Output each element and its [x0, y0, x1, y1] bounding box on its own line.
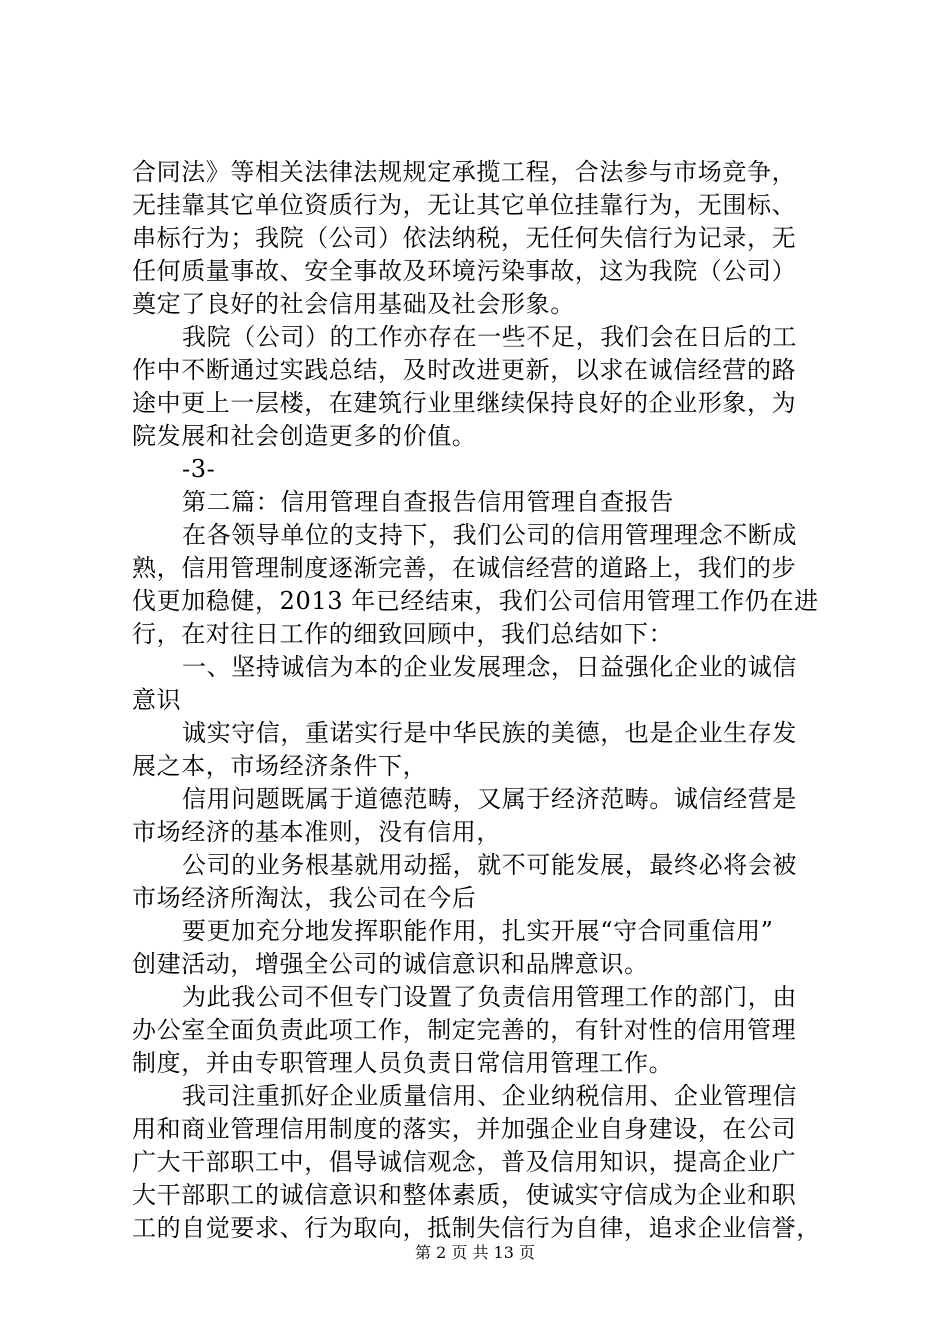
text-line: 市场经济的基本准则，没有信用， — [132, 818, 501, 846]
text-line: -3- — [182, 455, 216, 483]
text-line: 任何质量事故、安全事故及环境污染事故，这为我院（公司） — [132, 257, 797, 285]
text-line: 制度，并由专职管理人员负责日常信用管理工作。 — [132, 1049, 674, 1077]
text-line: 院发展和社会创造更多的价值。 — [132, 422, 477, 450]
page-footer: 第 2 页 共 13 页 — [415, 1243, 535, 1262]
text-line: 广大干部职工中，倡导诚信观念，普及信用知识，提高企业广 — [132, 1148, 797, 1176]
text-line: 意识 — [132, 686, 182, 714]
text-line: 大干部职工的诚信意识和整体素质，使诚实守信成为企业和职 — [132, 1181, 797, 1209]
text-line: 作中不断通过实践总结，及时改进更新，以求在诚信经营的路 — [132, 356, 797, 384]
text-line: 合同法》等相关法律法规规定承揽工程，合法参与市场竞争， — [132, 158, 797, 186]
text-line: 用和商业管理信用制度的落实，并加强企业自身建设，在公司 — [132, 1115, 797, 1143]
text-line: 公司的业务根基就用动摇，就不可能发展，最终必将会被 — [182, 851, 797, 879]
text-line: 市场经济所淘汰，我公司在今后 — [132, 884, 477, 912]
text-line: 行，在对往日工作的细致回顾中，我们总结如下： — [132, 620, 674, 648]
text-line: 我院（公司）的工作亦存在一些不足，我们会在日后的工 — [182, 323, 797, 351]
text-line: 展之本，市场经济条件下， — [132, 752, 428, 780]
text-line: 熟，信用管理制度逐渐完善，在诚信经营的道路上，我们的步 — [132, 554, 797, 582]
text-line: 诚实守信，重诺实行是中华民族的美德，也是企业生存发 — [182, 719, 797, 747]
text-line: 在各领导单位的支持下，我们公司的信用管理理念不断成 — [182, 521, 797, 549]
text-line: 办公室全面负责此项工作，制定完善的，有针对性的信用管理 — [132, 1016, 797, 1044]
text-line: 我司注重抓好企业质量信用、企业纳税信用、企业管理信 — [182, 1082, 797, 1110]
text-line: 奠定了良好的社会信用基础及社会形象。 — [132, 290, 575, 318]
text-line: 为此我公司不但专门设置了负责信用管理工作的部门，由 — [182, 983, 797, 1011]
text-line: 串标行为；我院（公司）依法纳税，无任何失信行为记录，无 — [132, 224, 797, 252]
text-line: 无挂靠其它单位资质行为，无让其它单位挂靠行为，无围标、 — [132, 191, 797, 219]
text-line: 要更加充分地发挥职能作用，扎实开展“守合同重信用” — [182, 917, 774, 945]
text-line: 第二篇：信用管理自查报告信用管理自查报告 — [182, 488, 674, 516]
text-line: 一、坚持诚信为本的企业发展理念，日益强化企业的诚信 — [182, 653, 797, 681]
text-line: 途中更上一层楼，在建筑行业里继续保持良好的企业形象，为 — [132, 389, 797, 417]
text-line: 信用问题既属于道德范畴，又属于经济范畴。诚信经营是 — [182, 785, 797, 813]
text-line: 工的自觉要求、行为取向，抵制失信行为自律，追求企业信誉， — [132, 1214, 821, 1242]
text-line: 伐更加稳健，2013 年已经结束，我们公司信用管理工作仍在进 — [132, 587, 819, 615]
document-body — [132, 156, 832, 1245]
text-line: 创建活动，增强全公司的诚信意识和品牌意识。 — [132, 950, 649, 978]
